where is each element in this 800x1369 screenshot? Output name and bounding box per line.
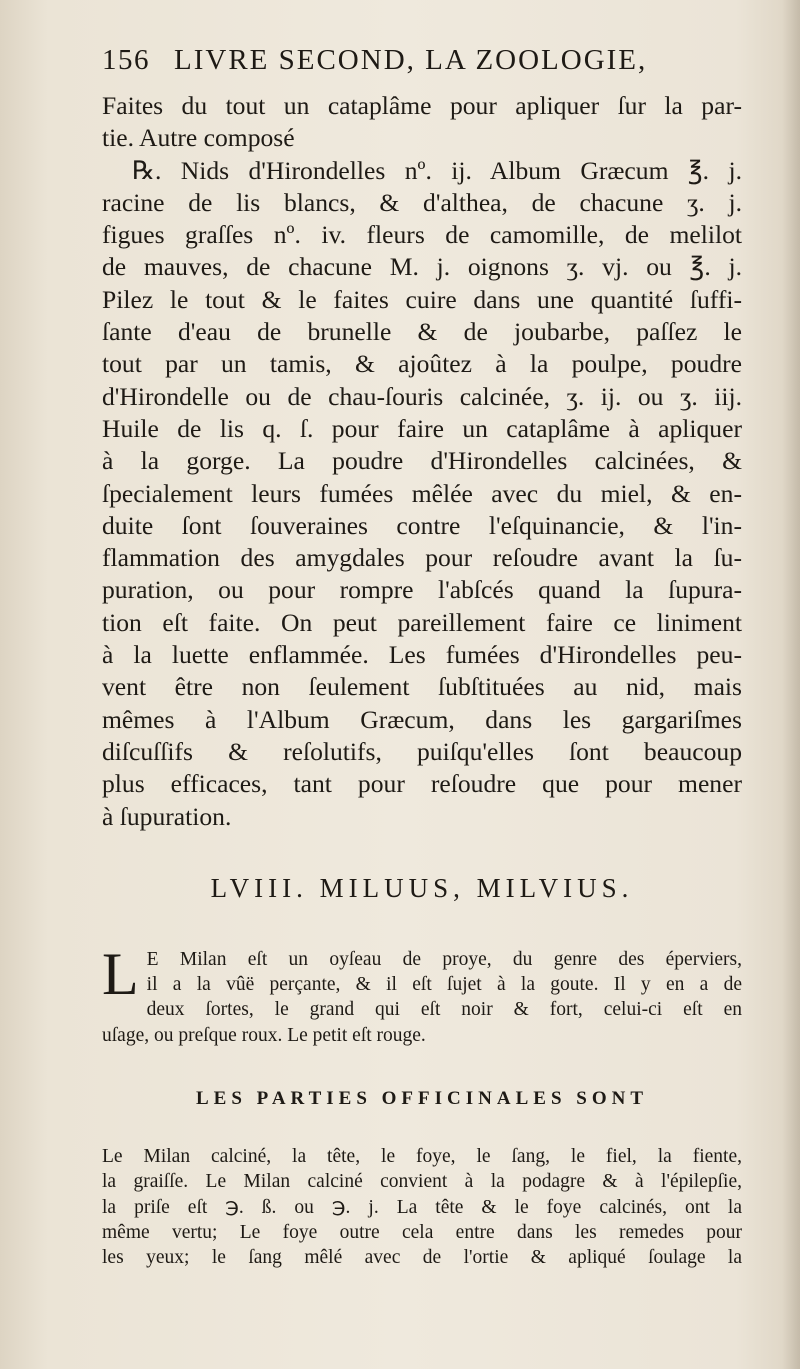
text-line: puration, ou pour rompre l'abſcés quand la ſupura- (102, 575, 742, 605)
body-paragraph (102, 90, 742, 833)
page-number: 156 (102, 44, 150, 76)
text-line: deux ſortes, le grand qui eſt noir & fort, celui-ci eſt en (146, 999, 742, 1021)
text-line: ſante d'eau de brunelle & de joubarbe, paſſez le (102, 317, 742, 347)
text-line: E Milan eſt un oyſeau de proye, du genre des éperviers, (146, 948, 742, 970)
subheading: LES PARTIES OFFICINALES SONT (195, 1088, 649, 1110)
running-header (102, 44, 742, 88)
text-line: tout par un tamis, & ajoûtez à la poulpe, poudre (102, 349, 742, 379)
text-line: tion eſt faite. On peut pareillement faire ce liniment (102, 607, 742, 637)
page-edge-shadow (782, 0, 800, 1369)
text-line: racine de lis blancs, & d'althea, de chacune ʒ. j. (102, 187, 742, 217)
text-line: de mauves, de chacune M. j. oignons ʒ. vj. ou ℥. j. (102, 252, 742, 282)
text-line: tie. Autre composé (102, 123, 295, 153)
text-line: duite ſont ſouveraines contre l'eſquinancie, & l'in- (102, 510, 742, 540)
text-line: ℞. Nids d'Hirondelles nº. ij. Album Græcum ℥. j. (132, 155, 742, 185)
text-line: d'Hirondelle ou de chau-ſouris calcinée, ʒ. ij. ou ʒ. iij. (102, 381, 742, 411)
text-line: figues graſſes nº. iv. fleurs de camomille, de melilot (102, 220, 742, 250)
text-line: à la gorge. La poudre d'Hirondelles calcinées, & (102, 446, 742, 476)
text-line: uſage, ou preſque roux. Le petit eſt rouge. (102, 1024, 426, 1046)
text-line: plus efficaces, tant pour reſoudre que pour mener (102, 769, 742, 799)
milan-paragraph (102, 940, 742, 1048)
text-line: Huile de lis q. ſ. pour faire un cataplâme à apliquer (102, 413, 742, 443)
text-line: à la luette enflammée. Les fumées d'Hirondelles peu- (102, 640, 742, 670)
text-line: à ſupuration. (102, 801, 232, 831)
text-line: la priſe eſt ℈. ß. ou ℈. j. La tête & le foye calcinés, ont la (102, 1196, 742, 1218)
text-line: Pilez le tout & le faites cuire dans une quantité ſuffi- (102, 284, 742, 314)
text-line: la graiſſe. Le Milan calciné convient à la podagre & à l'épilepſie, (102, 1171, 742, 1193)
text-line: vent être non ſeulement ſubſtituées au nid, mais (102, 672, 742, 702)
drop-capital: L (102, 940, 139, 1007)
text-line: il a la vûë perçante, & il eſt ſujet à la goute. Il y en a de (146, 974, 742, 996)
text-line: diſcuſſifs & reſolutifs, puiſqu'elles ſont beaucoup (102, 736, 742, 766)
text-line: les yeux; le ſang mêlé avec de l'ortie & apliqué ſoulage la (102, 1247, 742, 1269)
text-line: flammation des amygdales pour reſoudre avant la ſu- (102, 543, 742, 573)
running-title: LIVRE SECOND, LA ZOOLOGIE, (174, 44, 648, 76)
parts-paragraph (102, 1144, 742, 1270)
text-line: Faites du tout un cataplâme pour apliquer ſur la par- (102, 91, 742, 120)
text-line: mêmes à l'Album Græcum, dans les gargariſmes (102, 704, 742, 734)
section-heading: LVIII. MILUUS, MILVIUS. (210, 872, 634, 903)
text-line: Le Milan calciné, la tête, le foye, le ſang, le fiel, la fiente, (102, 1146, 742, 1168)
text-line: ſpecialement leurs fumées mêlée avec du miel, & en- (102, 478, 742, 508)
text-line: même vertu; Le foye outre cela entre dans les remedes pour (102, 1221, 742, 1243)
